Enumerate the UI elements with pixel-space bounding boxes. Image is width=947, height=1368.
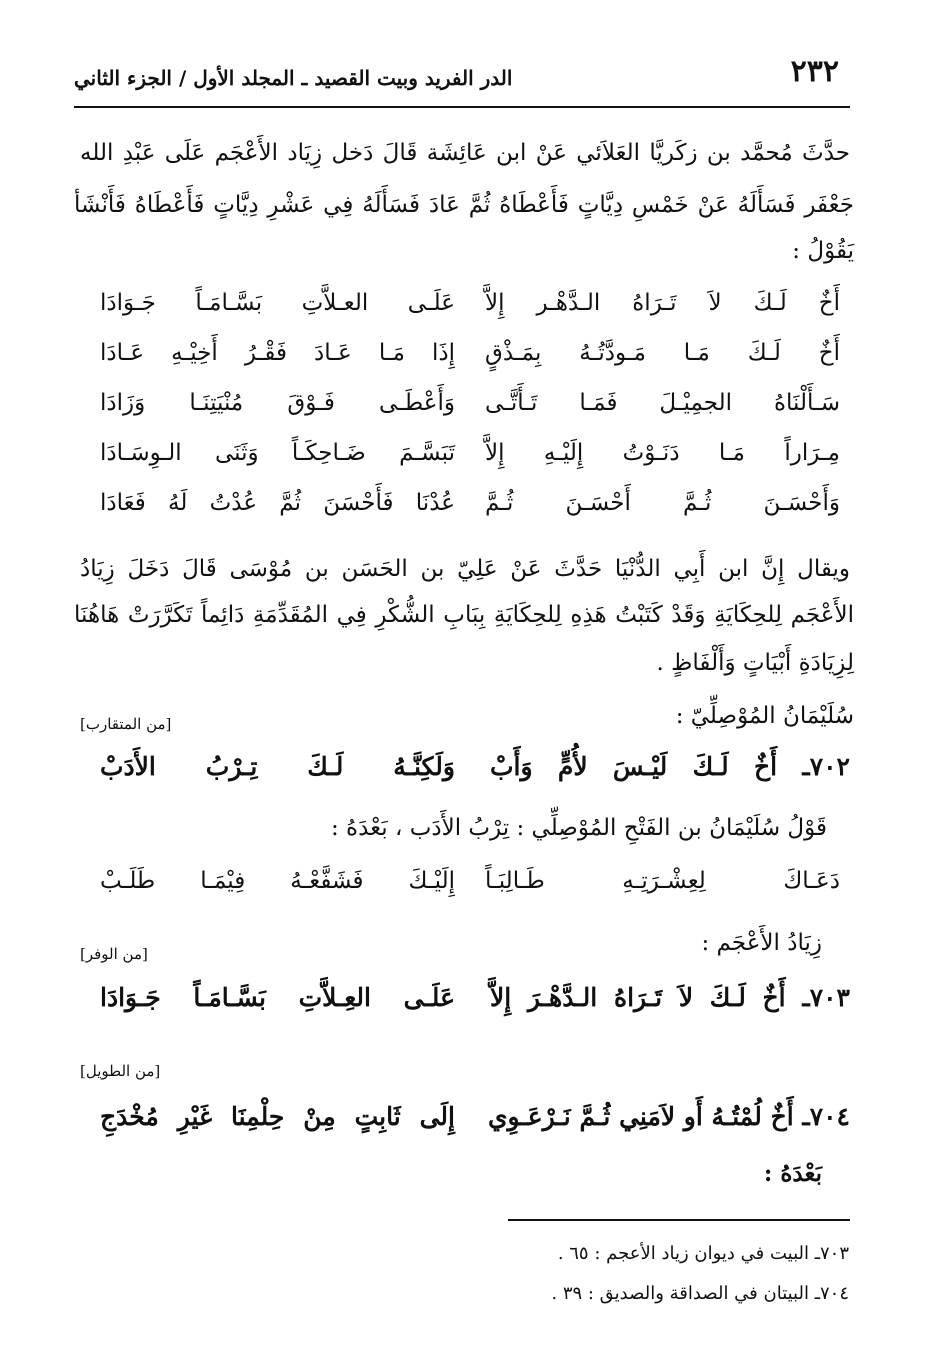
footnote-rule [508, 1219, 850, 1221]
footnote: ٧٠٣ـ البيت في ديوان زياد الأعجم : ٦٥ . [557, 1243, 849, 1264]
verse-first-hemistich: سَـأَلْنَاهُ الجمِيْـلَ فَمَـا تَـأَتَّـى [485, 390, 840, 416]
numbered-verse-704 [100, 1102, 850, 1152]
numbered-verse-702 [100, 752, 850, 802]
poem-verse [100, 868, 840, 916]
verse-first-hemistich: أَخٌ لَـكَ لاَ تَـرَاهُ الـدَّهْـر إِلاَّ [485, 290, 840, 316]
verse-second-hemistich: إِذَا مَـا عَـادَ فَقْـرُ أَخِيْـهِ عَـادَا [100, 340, 455, 366]
verse-first-hemistich [490, 752, 850, 781]
verse-first-text: أَخٌ لُمْتُـهُ أَو لاَمَنِي ثُـمَّ نَـرْعَـوِي [487, 1102, 794, 1131]
verse-first-hemistich: أَخٌ لَـكَ مَـا مَـودَّتُـهُ بِمَـذْقٍ [485, 340, 840, 366]
verse-second-hemistich: تَبَسَّـمَ ضَـاحِكَـاً وَثَنَى الـوِسَـادَا [100, 440, 455, 466]
verse-number: ٧٠٢ـ [802, 752, 850, 781]
verse-first-hemistich [490, 983, 850, 1012]
poet-name: زِيَادُ الأَعْجَم : [701, 930, 822, 956]
verse-first-hemistich: مِـرَاراً مَـا دَنَـوْتُ إِلَيْـهِ إِلاَّ [485, 440, 840, 466]
para2-line-1: ويقال إِنَّ ابن أَبِي الدُّنْيَا حَدَّثَ عَنْ عَلِيّ بن الحَسَن بن مُوْسَى قَالَ دَخَلَ زِيَادُ [80, 556, 850, 582]
verse-second-hemistich: إِلَيْـكَ فَشَفَّعْـهُ فِيْمَـا طَلَـبْ [100, 868, 455, 894]
poem-verse [100, 490, 840, 538]
verse-note: بَعْدَهُ : [763, 1160, 822, 1187]
header-rule [74, 106, 850, 108]
para2-line-3: لِزِيَادَةِ أَبْيَاتٍ وَأَلْفَاظٍ . [656, 650, 854, 676]
footnote: ٧٠٤ـ البيتان في الصداقة والصديق : ٣٩ . [551, 1283, 849, 1304]
verse-first-hemistich: وَأَحْسَـنَ ثُـمَّ أَحْسَـنَ ثُـمَّ [485, 490, 840, 516]
verse-second-hemistich: وَلَكِنَّـهُ لَـكَ تِـرْبُ الأَدَبْ [100, 752, 455, 781]
verse-number: ٧٠٣ـ [802, 983, 850, 1012]
meter-label: [من الوفر] [80, 945, 148, 963]
verse-number: ٧٠٤ـ [802, 1102, 850, 1131]
verse-first-hemistich [487, 1102, 850, 1131]
poem-verse [100, 340, 840, 388]
verse-first-text: أَخٌ لَـكَ لاَ تَـرَاهُ الـدَّهْـرَ إِلاَّ [490, 983, 786, 1012]
poem-verse [100, 440, 840, 488]
verse-second-hemistich: عَلَـى العـلاَّتِ بَسَّـامَـاً جَـوَادَا [100, 290, 455, 316]
verse-first-hemistich: دَعَـاكَ لِعِشْـرَتِـهِ طَـالِبَـاً [485, 868, 840, 894]
intro-line-2: جَعْفَر فَسَأَلَهُ عَنْ خَمْسِ دِيَّاتٍ فَأَعْطَاهُ ثُمَّ عَادَ فَسَأَلَهُ فِي عَشْرِ دِيَّاتٍ فَأَعْطَاهُ فَأَنْشَأ [74, 192, 854, 218]
running-title: الدر الفريد وبيت القصيد ـ المجلد الأول / الجزء الثاني [74, 66, 513, 90]
poem-verse [100, 390, 840, 438]
para2-line-2: الأَعْجَم لِلحِكَايَةِ وَقَدْ كَتَبْتُ هَذِهِ لِلحِكَايَةِ بِبَابِ الشُّكْرِ فِي المُقَدِّمَةِ دَائِماً تَكَرَّرَتْ هَاهُنَا [74, 602, 854, 628]
meter-label: [من المتقارب] [80, 715, 172, 733]
poet-name: سُلَيْمَانُ المُوْصِلِّيّ : [675, 703, 854, 729]
verse-first-text: أَخٌ لَـكَ لَيْـسَ لأُمٍّ وَأَبْ [490, 752, 778, 781]
verse-second-hemistich: عُدْنَا فَأَحْسَنَ ثُمَّ عُدْتُ لَهُ فَعَادَا [100, 490, 455, 516]
intro-line-1: حدَّثَ مُحمَّد بن زكَريَّا العَلاَئي عَنْ ابن عَائِشَة قَالَ دَخل زِيَاد الأَعْجَم عَلَى عَبْدِ الله [80, 140, 850, 166]
poem-verse [100, 290, 840, 338]
meter-label: [من الطويل] [80, 1062, 161, 1080]
intro-line-3: يَقُوْلُ : [792, 238, 854, 264]
verse-note: قَوْلُ سُلَيْمَانُ بن الفَتْحِ المُوْصِلِّي : تِرْبُ الأَدَب ، بَعْدَهُ : [330, 815, 827, 841]
verse-second-hemistich: إِلَى ثَابِتٍ مِنْ حِلْمِنَا غَيْرِ مُخْدَجِ [100, 1102, 455, 1131]
verse-second-hemistich: عَلَـى العِـلاَّتِ بَسَّـامَـاً جَـوَادَا [100, 983, 455, 1012]
verse-second-hemistich: وَأَعْطَـى فَـوْقَ مُنْيَتِنَـا وَزَادَا [100, 390, 455, 416]
numbered-verse-703 [100, 983, 850, 1033]
page-number: ٢٣٢ [790, 54, 839, 89]
